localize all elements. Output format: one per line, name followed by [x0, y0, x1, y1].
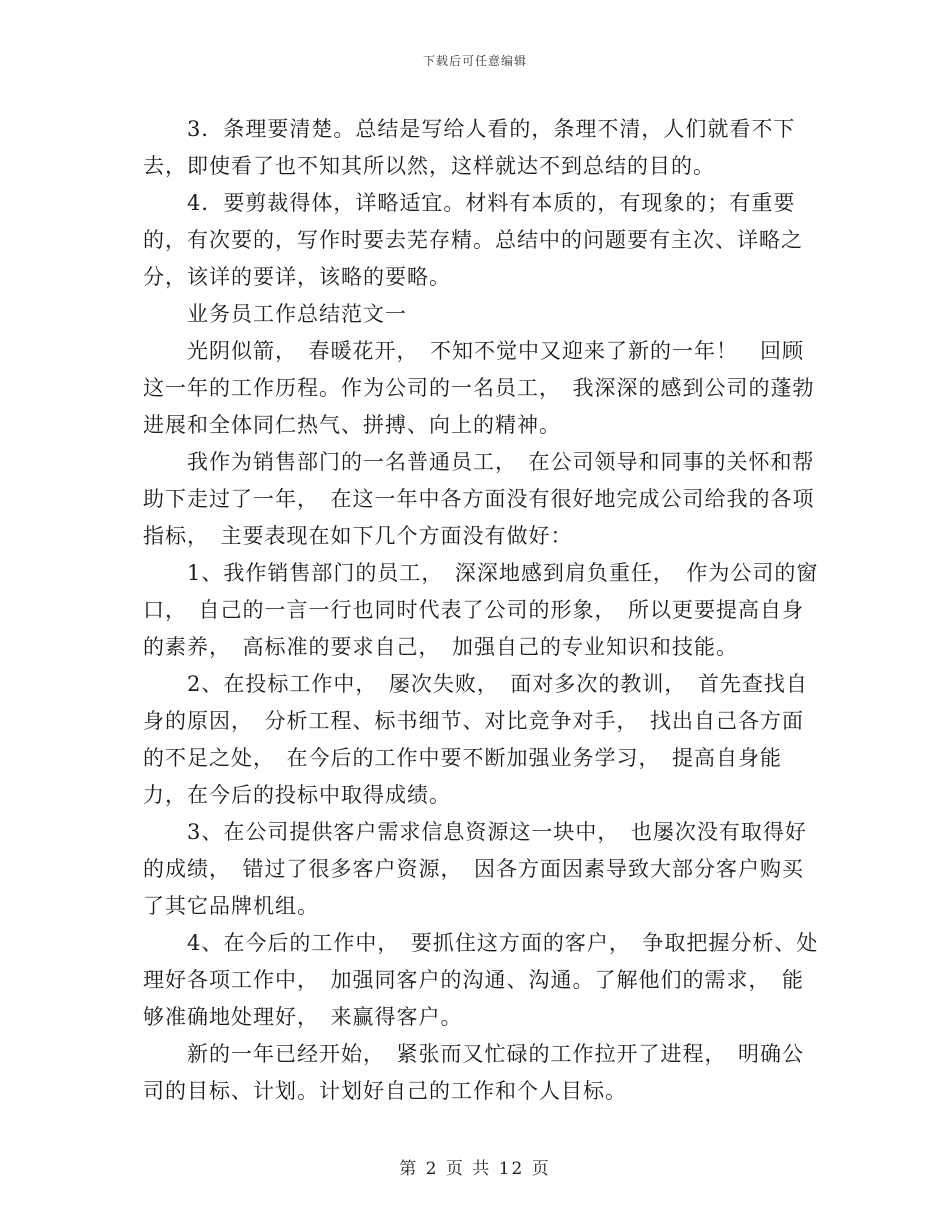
- paragraph-intro: 光阴似箭， 春暖花开， 不知不觉中又迎来了新的一年！ 回顾这一年的工作历程。作为公司的一名员工， 我深深的感到公司的蓬勃进展和全体同仁热气、拼搏、向上的精神。: [143, 339, 815, 437]
- paragraph-item-3: 3、在公司提供客户需求信息资源这一块中， 也屡次没有取得好的成绩， 错过了很多客户资源， 因各方面因素导致大部分客户购买了其它品牌机组。: [143, 820, 807, 918]
- section-title: 业务员工作总结范文一: [187, 302, 407, 326]
- paragraph-item-4: 4、在今后的工作中， 要抓住这方面的客户， 争取把握分析、处理好各项工作中， 加强同客户的沟通、沟通。了解他们的需求， 能够准确地处理好， 来赢得客户。: [143, 931, 819, 1029]
- paragraph-self-assessment: 我作为销售部门的一名普通员工， 在公司领导和同事的关怀和帮助下走过了一年， 在这一年中各方面没有很好地完成公司给我的各项指标， 主要表现在如下几个方面没有做好：: [143, 450, 815, 548]
- paragraph-point-4-editing: 4．要剪裁得体，详略适宜。材料有本质的，有现象的；有重要的，有次要的，写作时要去芜存精。总结中的问题要有主次、详略之分，该详的要详，该略的要略。: [143, 191, 803, 289]
- paragraph-item-2: 2、在投标工作中， 屡次失败， 面对多次的教训， 首先查找自身的原因， 分析工程、标书细节、对比竞争对手， 找出自己各方面的不足之处， 在今后的工作中要不断加强业务学习， 提高自身能力，在今后的投标中取得成绩。: [143, 672, 808, 807]
- page-header: 下载后可任意编辑: [422, 54, 527, 68]
- paragraph-point-3-clarity: 3．条理要清楚。总结是写给人看的，条理不清，人们就看不下去，即使看了也不知其所以然，这样就达不到总结的目的。: [143, 117, 796, 178]
- document-body: [143, 111, 823, 1110]
- paragraph-new-year: 新的一年已经开始， 紧张而又忙碌的工作拉开了进程， 明确公司的目标、计划。计划好自己的工作和个人目标。: [143, 1042, 804, 1103]
- paragraph-item-1: 1、我作销售部门的员工， 深深地感到肩负重任， 作为公司的窗口， 自己的一言一行也同时代表了公司的形象， 所以更要提高自身的素养， 高标准的要求自己， 加强自己的专业知识和技能。: [143, 561, 819, 659]
- page-number: 第 2 页 共 12 页: [399, 1159, 551, 1179]
